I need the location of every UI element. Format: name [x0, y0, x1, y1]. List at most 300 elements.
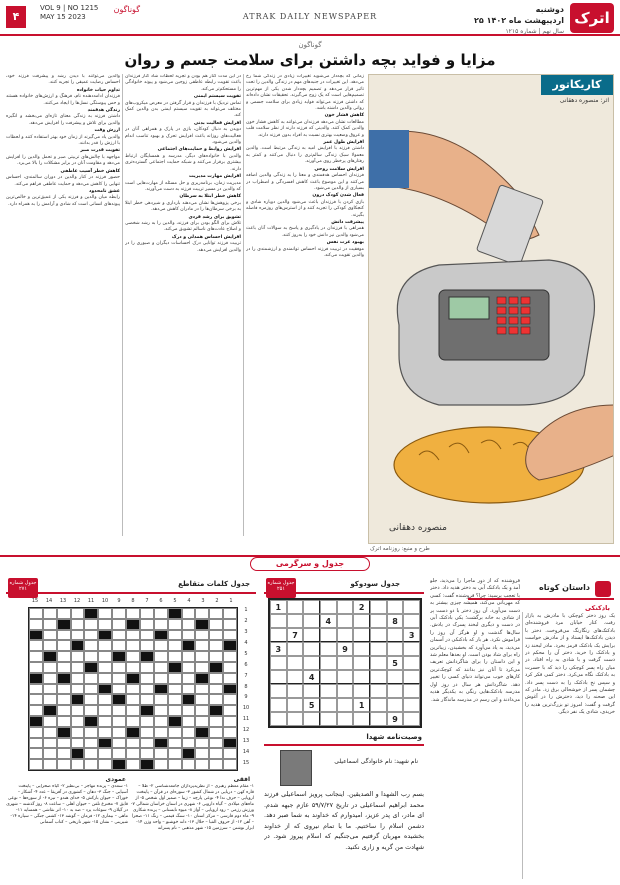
crossword-cell[interactable]: [209, 651, 223, 662]
crossword-cell[interactable]: [98, 608, 112, 619]
crossword-cell[interactable]: [209, 748, 223, 759]
sudoku-cell[interactable]: [287, 698, 304, 712]
crossword-cell[interactable]: [223, 705, 237, 716]
crossword-cell[interactable]: [98, 727, 112, 738]
crossword-cell[interactable]: [98, 673, 112, 684]
crossword-cell[interactable]: [112, 630, 126, 641]
column-divider: [243, 74, 244, 536]
crossword-black-cell: [112, 694, 126, 705]
sudoku-cell[interactable]: [337, 670, 354, 684]
sudoku-cell[interactable]: [370, 642, 387, 656]
sudoku-cell[interactable]: [403, 614, 420, 628]
crossword-cell[interactable]: [140, 727, 154, 738]
crossword-cell[interactable]: [112, 673, 126, 684]
sudoku-cell[interactable]: [370, 600, 387, 614]
crossword-cell[interactable]: [43, 738, 57, 749]
crossword-cell[interactable]: [168, 673, 182, 684]
crossword-cell[interactable]: [195, 694, 209, 705]
sudoku-cell[interactable]: [287, 600, 304, 614]
crossword-cell[interactable]: [29, 759, 43, 770]
sudoku-cell[interactable]: [403, 698, 420, 712]
sudoku-cell[interactable]: [287, 670, 304, 684]
crossword-cell[interactable]: [112, 738, 126, 749]
crossword-cell[interactable]: [168, 651, 182, 662]
sudoku-cell[interactable]: [353, 684, 370, 698]
sudoku-cell[interactable]: [320, 684, 337, 698]
sudoku-cell[interactable]: [303, 600, 320, 614]
crossword-cell[interactable]: [71, 662, 85, 673]
sudoku-cell[interactable]: [303, 642, 320, 656]
crossword-cell[interactable]: [29, 738, 43, 749]
crossword-cell[interactable]: [154, 705, 168, 716]
paragraph-text: مدیریت زمان، برنامه‌ریزی و حل مسئله از مهارت‌هایی است که والدین در مسیر تربیت فرزند به دست می‌آورند.: [125, 180, 241, 192]
crossword-cell[interactable]: [29, 748, 43, 759]
paragraph-heading: کاهش خطر ابتلا به سرطان: [179, 194, 241, 200]
crossword-cell[interactable]: [182, 727, 196, 738]
sudoku-cell[interactable]: [337, 614, 354, 628]
caricature-box[interactable]: [368, 74, 614, 544]
sudoku-cell[interactable]: 9: [337, 642, 354, 656]
sudoku-cell[interactable]: [387, 684, 404, 698]
sudoku-cell[interactable]: [303, 614, 320, 628]
crossword-cell[interactable]: [84, 738, 98, 749]
crossword-cell[interactable]: [154, 759, 168, 770]
crossword-cell[interactable]: [112, 705, 126, 716]
sudoku-cell[interactable]: 2: [353, 600, 370, 614]
sudoku-cell[interactable]: [303, 628, 320, 642]
sudoku-cell[interactable]: [387, 628, 404, 642]
sudoku-grid[interactable]: [268, 598, 422, 728]
sudoku-cell[interactable]: [403, 642, 420, 656]
paragraph-text: رابطه میان والدین و فرزند یکی از عمیق‌ترین و خالص‌ترین پیوندهای انسانی است که شادی و آرامش را به همراه دارد.: [6, 195, 120, 207]
crossword-cell[interactable]: [43, 630, 57, 641]
cartoon-signature: منصوره دهقانی: [389, 523, 447, 533]
crossword-cell[interactable]: [126, 608, 140, 619]
paragraph-text: والدین می‌توانند با دیدن رشد و پیشرفت فرزند خود، احساس رضایت عمیقی را تجربه کنند.: [6, 74, 120, 86]
crossword-cell[interactable]: [154, 662, 168, 673]
crossword-cell[interactable]: [168, 619, 182, 630]
section-name: گوناگون: [113, 5, 140, 14]
crossword-cell[interactable]: [209, 738, 223, 749]
crossword-cell[interactable]: [112, 684, 126, 695]
crossword-cell[interactable]: [71, 684, 85, 695]
will-body: بسم رب الشهدا و الصدیقین. اینجانب پرویز اسماعیلی فرزند محمد ابراهیم اسماعیلی در تاریخ ۵۹/۷/۲۷ عازم جبهه شدم. ای مادر، ای پدر عزیز، امیدوارم که خداوند به شما صبر دهد. دشمن اسلام را ساختیم. ما با تمام نیروی که از خداوند بخشیده مهربان گرفتیم می‌جنگیم که اسلام پیروز شود. در شهادت من گریه و زاری نکنید.: [264, 791, 424, 851]
crossword-black-cell: [71, 748, 85, 759]
crossword-cell[interactable]: [29, 662, 43, 673]
crossword-cell[interactable]: [57, 608, 71, 619]
story-column-2: فروشنده که از دور ماجرا را می‌دید، جلو آمد و یک بادکنک آبی به دختر هدیه داد. دختر با تعجب پرسید: چرا؟ فروشنده گفت: کسی که مهربانی می‌کند، همیشه چیزی بیشتر به دست می‌آورد. آن روز دختر با دو دست پر از شادی به خانه برگشت؛ یکی بادکنک آبی در دست و دیگری لبخند پسرک در یادش. سال‌ها گذشت و او هرگز آن روز را فراموش نکرد. هر بار که بادکنکی در آسمان می‌دید، به یاد می‌آورد که بخشیدن، زیباترین راه برای شاد بودن است. او بعدها معلم شد و این داستان را برای شاگردانش تعریف می‌کرد تا آنان نیز بدانند که کوچک‌ترین کارهای خوب می‌تواند دنیای کسی را تغییر دهد. شاگردانش هر سال در روز اول مدرسه بادکنک‌هایی رنگی به یکدیگر هدیه می‌دادند و این رسم در مدرسه ماندگار شد.: [430, 578, 520, 703]
crossword-black-cell: [182, 748, 196, 759]
paragraph-text: داشتن فرزند به زندگی معنای تازه‌ای می‌بخشد و انگیزه والدین برای تلاش و پیشرفت را افزایش می‌دهد.: [6, 114, 120, 126]
crossword-cell[interactable]: [209, 608, 223, 619]
crossword-cell[interactable]: [154, 640, 168, 651]
crossword-cell[interactable]: [43, 748, 57, 759]
crossword-cell[interactable]: [71, 608, 85, 619]
crossword-cell[interactable]: [195, 630, 209, 641]
sudoku-cell[interactable]: [337, 698, 354, 712]
sudoku-cell[interactable]: 5: [387, 656, 404, 670]
crossword-cell[interactable]: [43, 640, 57, 651]
crossword-cell[interactable]: [112, 619, 126, 630]
sudoku-cell[interactable]: [320, 670, 337, 684]
crossword-cell[interactable]: [29, 684, 43, 695]
sudoku-cell[interactable]: [287, 642, 304, 656]
sudoku-cell[interactable]: 7: [287, 628, 304, 642]
crossword-cell[interactable]: [223, 651, 237, 662]
sudoku-cell[interactable]: [337, 600, 354, 614]
crossword-cell[interactable]: [154, 727, 168, 738]
crossword-cell[interactable]: [29, 651, 43, 662]
crossword-cell[interactable]: [223, 619, 237, 630]
crossword-cell[interactable]: [223, 716, 237, 727]
crossword-cell[interactable]: [57, 684, 71, 695]
sudoku-cell[interactable]: [370, 656, 387, 670]
crossword-cell[interactable]: [140, 684, 154, 695]
sudoku-cell[interactable]: [337, 684, 354, 698]
crossword-cell[interactable]: [71, 619, 85, 630]
day: دوشنبه: [535, 5, 564, 14]
crossword-cell[interactable]: [195, 662, 209, 673]
sudoku-cell[interactable]: [387, 642, 404, 656]
crossword-cell[interactable]: [195, 748, 209, 759]
sudoku-cell[interactable]: [287, 712, 304, 726]
crossword-cell[interactable]: [209, 716, 223, 727]
crossword-cell[interactable]: [154, 716, 168, 727]
crossword-cell[interactable]: [84, 673, 98, 684]
crossword-cell[interactable]: [140, 694, 154, 705]
crossword-cell[interactable]: [57, 694, 71, 705]
crossword-cell[interactable]: [57, 716, 71, 727]
crossword-cell[interactable]: [209, 673, 223, 684]
crossword-cell[interactable]: [154, 651, 168, 662]
crossword-cell[interactable]: [43, 673, 57, 684]
crossword-cell[interactable]: [84, 630, 98, 641]
crossword-cell[interactable]: [71, 651, 85, 662]
crossword-cell[interactable]: [168, 738, 182, 749]
crossword-cell[interactable]: [43, 608, 57, 619]
sudoku-cell[interactable]: 1: [270, 600, 287, 614]
newspaper-logo[interactable]: اترک: [570, 3, 614, 33]
crossword-cell[interactable]: [182, 684, 196, 695]
crossword-cell[interactable]: [223, 673, 237, 684]
crossword-cell[interactable]: [140, 748, 154, 759]
crossword-cell[interactable]: [57, 640, 71, 651]
sudoku-cell[interactable]: [353, 614, 370, 628]
sudoku-cell[interactable]: [287, 656, 304, 670]
crossword-cell[interactable]: [154, 694, 168, 705]
crossword-cell[interactable]: [98, 748, 112, 759]
article-title[interactable]: مزایا و فواید بچه داشتن برای سلامت جسم و روان: [124, 51, 496, 69]
crossword-cell[interactable]: [126, 759, 140, 770]
sudoku-cell[interactable]: [270, 684, 287, 698]
article-column-3: [6, 74, 120, 536]
crossword-cell[interactable]: [223, 694, 237, 705]
crossword-cell[interactable]: [223, 630, 237, 641]
crossword-cell[interactable]: [71, 630, 85, 641]
sudoku-cell[interactable]: [303, 656, 320, 670]
crossword-cell[interactable]: [98, 619, 112, 630]
crossword-cell[interactable]: [223, 748, 237, 759]
sudoku-cell[interactable]: [353, 642, 370, 656]
sudoku-cell[interactable]: 8: [387, 614, 404, 628]
crossword-cell[interactable]: [209, 759, 223, 770]
crossword-row-number: 1: [244, 607, 248, 613]
sudoku-cell[interactable]: [370, 712, 387, 726]
crossword-cell[interactable]: [126, 748, 140, 759]
crossword-cell[interactable]: [84, 727, 98, 738]
article-paragraph: [246, 193, 364, 219]
sudoku-cell[interactable]: [370, 614, 387, 628]
sudoku-cell[interactable]: 9: [387, 712, 404, 726]
crossword-cell[interactable]: [98, 640, 112, 651]
sudoku-cell[interactable]: [403, 712, 420, 726]
crossword-cell[interactable]: [182, 716, 196, 727]
crossword-cell[interactable]: [168, 727, 182, 738]
crossword-cell[interactable]: [71, 759, 85, 770]
crossword-cell[interactable]: [126, 716, 140, 727]
crossword-cell[interactable]: [182, 673, 196, 684]
sudoku-cell[interactable]: [353, 670, 370, 684]
article-paragraph: [6, 189, 120, 208]
crossword-cell[interactable]: [182, 662, 196, 673]
sudoku-cell[interactable]: [303, 684, 320, 698]
sudoku-cell[interactable]: [270, 614, 287, 628]
crossword-cell[interactable]: [98, 705, 112, 716]
sudoku-cell[interactable]: [287, 614, 304, 628]
sudoku-cell[interactable]: 1: [353, 698, 370, 712]
sudoku-cell[interactable]: 3: [270, 642, 287, 656]
article-paragraph: [246, 167, 364, 193]
crossword-cell[interactable]: [126, 640, 140, 651]
crossword-cell[interactable]: [140, 608, 154, 619]
sudoku-cell[interactable]: [403, 670, 420, 684]
crossword-column-number: 11: [87, 598, 95, 604]
crossword-cell[interactable]: [182, 619, 196, 630]
crossword-cell[interactable]: [112, 748, 126, 759]
crossword-cell[interactable]: [195, 608, 209, 619]
crossword-cell[interactable]: [112, 608, 126, 619]
sudoku-cell[interactable]: 5: [303, 698, 320, 712]
crossword-cell[interactable]: [182, 608, 196, 619]
sudoku-cell[interactable]: [370, 628, 387, 642]
crossword-black-cell: [140, 705, 154, 716]
crossword-cell[interactable]: [71, 673, 85, 684]
sudoku-cell[interactable]: [370, 698, 387, 712]
sudoku-cell[interactable]: [320, 656, 337, 670]
crossword-cell[interactable]: [29, 705, 43, 716]
crossword-cell[interactable]: [98, 694, 112, 705]
sudoku-cell[interactable]: [320, 642, 337, 656]
sudoku-cell[interactable]: [270, 628, 287, 642]
crossword-cell[interactable]: [126, 694, 140, 705]
crossword-cell[interactable]: [43, 619, 57, 630]
crossword-cell[interactable]: [223, 662, 237, 673]
crossword-cell[interactable]: [84, 651, 98, 662]
crossword-cell[interactable]: [57, 738, 71, 749]
crossword-cell[interactable]: [195, 738, 209, 749]
crossword-cell[interactable]: [168, 748, 182, 759]
crossword-cell[interactable]: [71, 738, 85, 749]
crossword-cell[interactable]: [84, 684, 98, 695]
crossword-black-cell: [126, 727, 140, 738]
crossword-cell[interactable]: [29, 619, 43, 630]
article-paragraph: [125, 174, 241, 193]
crossword-cell[interactable]: [29, 694, 43, 705]
crossword-cell[interactable]: [182, 705, 196, 716]
crossword-cell[interactable]: [154, 748, 168, 759]
crossword-cell[interactable]: [57, 630, 71, 641]
crossword-cell[interactable]: [98, 651, 112, 662]
crossword-cell[interactable]: [140, 619, 154, 630]
crossword-cell[interactable]: [98, 759, 112, 770]
sudoku-cell[interactable]: [320, 628, 337, 642]
crossword-column-number: 14: [45, 598, 53, 604]
crossword-cell[interactable]: [168, 640, 182, 651]
crossword-cell[interactable]: [43, 684, 57, 695]
crossword-cell[interactable]: [112, 662, 126, 673]
crossword-cell[interactable]: [182, 759, 196, 770]
sudoku-cell[interactable]: [370, 670, 387, 684]
crossword-cell[interactable]: [168, 694, 182, 705]
crossword-cell[interactable]: [140, 716, 154, 727]
crossword-cell[interactable]: [29, 640, 43, 651]
crossword-cell[interactable]: [57, 748, 71, 759]
crossword-cell[interactable]: [195, 759, 209, 770]
crossword-cell[interactable]: [84, 759, 98, 770]
crossword-cell[interactable]: [182, 738, 196, 749]
sudoku-cell[interactable]: 4: [303, 670, 320, 684]
crossword-cell[interactable]: [195, 640, 209, 651]
sudoku-cell[interactable]: [320, 600, 337, 614]
crossword-cell[interactable]: [168, 684, 182, 695]
paragraph-text: موفقیت در تربیت فرزند احساس توانمندی و ارزشمندی را در والدین تقویت می‌کند.: [246, 246, 364, 258]
sudoku-cell[interactable]: [387, 670, 404, 684]
sudoku-cell[interactable]: [320, 712, 337, 726]
crossword-cell[interactable]: [140, 673, 154, 684]
sudoku-cell[interactable]: [353, 712, 370, 726]
crossword-cell[interactable]: [84, 748, 98, 759]
sudoku-cell[interactable]: [353, 656, 370, 670]
crossword-cell[interactable]: [29, 608, 43, 619]
crossword-cell[interactable]: [223, 608, 237, 619]
crossword-cell[interactable]: [98, 662, 112, 673]
crossword-cell[interactable]: [43, 694, 57, 705]
crossword-cell[interactable]: [195, 651, 209, 662]
sudoku-cell[interactable]: [337, 656, 354, 670]
crossword-cell[interactable]: [84, 705, 98, 716]
sudoku-cell[interactable]: [337, 712, 354, 726]
sudoku-cell[interactable]: [270, 670, 287, 684]
sudoku-cell[interactable]: [270, 712, 287, 726]
crossword-cell[interactable]: [168, 759, 182, 770]
crossword-cell[interactable]: [140, 640, 154, 651]
crossword-cell[interactable]: [112, 716, 126, 727]
crossword-cell[interactable]: [57, 662, 71, 673]
crossword-cell[interactable]: [126, 705, 140, 716]
crossword-cell[interactable]: [112, 727, 126, 738]
sudoku-cell[interactable]: [403, 656, 420, 670]
sudoku-cell[interactable]: [287, 684, 304, 698]
crossword-cell[interactable]: [112, 640, 126, 651]
crossword-cell[interactable]: [209, 727, 223, 738]
crossword-cell[interactable]: [43, 759, 57, 770]
sudoku-cell[interactable]: [270, 656, 287, 670]
crossword-row-number: 10: [242, 705, 250, 712]
crossword-cell[interactable]: [195, 684, 209, 695]
crossword-grid[interactable]: [28, 607, 238, 771]
crossword-cell[interactable]: [126, 651, 140, 662]
crossword-cell[interactable]: [57, 651, 71, 662]
sudoku-cell[interactable]: [403, 684, 420, 698]
crossword-row-number: 13: [242, 738, 250, 745]
crossword-cell[interactable]: [126, 662, 140, 673]
crossword-cell[interactable]: [43, 727, 57, 738]
crossword-cell[interactable]: [43, 716, 57, 727]
crossword-cell[interactable]: [140, 630, 154, 641]
sudoku-cell[interactable]: [353, 628, 370, 642]
crossword-cell[interactable]: [57, 705, 71, 716]
sudoku-cell[interactable]: [337, 628, 354, 642]
sudoku-cell[interactable]: [270, 698, 287, 712]
crossword-cell[interactable]: [154, 619, 168, 630]
article-paragraph: [246, 113, 364, 139]
crossword-cell[interactable]: [209, 640, 223, 651]
crossword-cell[interactable]: [126, 684, 140, 695]
crossword-cell[interactable]: [209, 619, 223, 630]
crossword-cell[interactable]: [71, 727, 85, 738]
crossword-cell[interactable]: [98, 716, 112, 727]
crossword-cell[interactable]: [84, 694, 98, 705]
sudoku-cell[interactable]: [370, 684, 387, 698]
sudoku-cell[interactable]: [387, 698, 404, 712]
crossword-cell[interactable]: [209, 684, 223, 695]
crossword-cell[interactable]: [195, 716, 209, 727]
sudoku-cell[interactable]: [387, 600, 404, 614]
sudoku-cell[interactable]: 3: [403, 628, 420, 642]
crossword-cell[interactable]: [84, 619, 98, 630]
crossword-cell[interactable]: [223, 759, 237, 770]
crossword-cell[interactable]: [168, 630, 182, 641]
crossword-cell[interactable]: [57, 759, 71, 770]
crossword-cell[interactable]: [71, 716, 85, 727]
paragraph-text: مطالعات نشان می‌دهد فرزندان می‌توانند به کاهش فشار خون والدین کمک کنند. والدینی که فرزند دارند از نظر سلامت قلب و عروق وضعیت بهتری نسبت به افراد بدون فرزند دارند.: [246, 119, 364, 138]
crossword-cell[interactable]: [223, 727, 237, 738]
crossword-cell[interactable]: [84, 640, 98, 651]
sudoku-cell[interactable]: [403, 600, 420, 614]
crossword-cell[interactable]: [195, 705, 209, 716]
crossword-cell[interactable]: [209, 694, 223, 705]
crossword-cell[interactable]: [29, 727, 43, 738]
paragraph-text: داشتن فرزند با افزایش امید به زندگی مرتبط است. والدین معمولا سبک زندگی سالم‌تری را دنبال می‌کنند و کمتر به رفتارهای پرخطر روی می‌آورند.: [246, 146, 364, 165]
crossword-cell[interactable]: [154, 673, 168, 684]
sudoku-cell[interactable]: 4: [320, 614, 337, 628]
crossword-cell[interactable]: [126, 738, 140, 749]
crossword-cell[interactable]: [43, 662, 57, 673]
crossword-cell[interactable]: [209, 630, 223, 641]
crossword-cell[interactable]: [154, 608, 168, 619]
crossword-cell[interactable]: [140, 738, 154, 749]
crossword-cell[interactable]: [182, 630, 196, 641]
crossword-cell[interactable]: [168, 705, 182, 716]
crossword-cell[interactable]: [182, 651, 196, 662]
crossword-cell[interactable]: [140, 662, 154, 673]
crossword-cell[interactable]: [71, 705, 85, 716]
sudoku-cell[interactable]: [320, 698, 337, 712]
crossword-column-number: 9: [117, 598, 121, 604]
date-fa: ۲۵ اردیبهشت ماه ۱۴۰۲: [474, 16, 564, 25]
sudoku-cell[interactable]: [303, 712, 320, 726]
crossword-cell[interactable]: [126, 630, 140, 641]
